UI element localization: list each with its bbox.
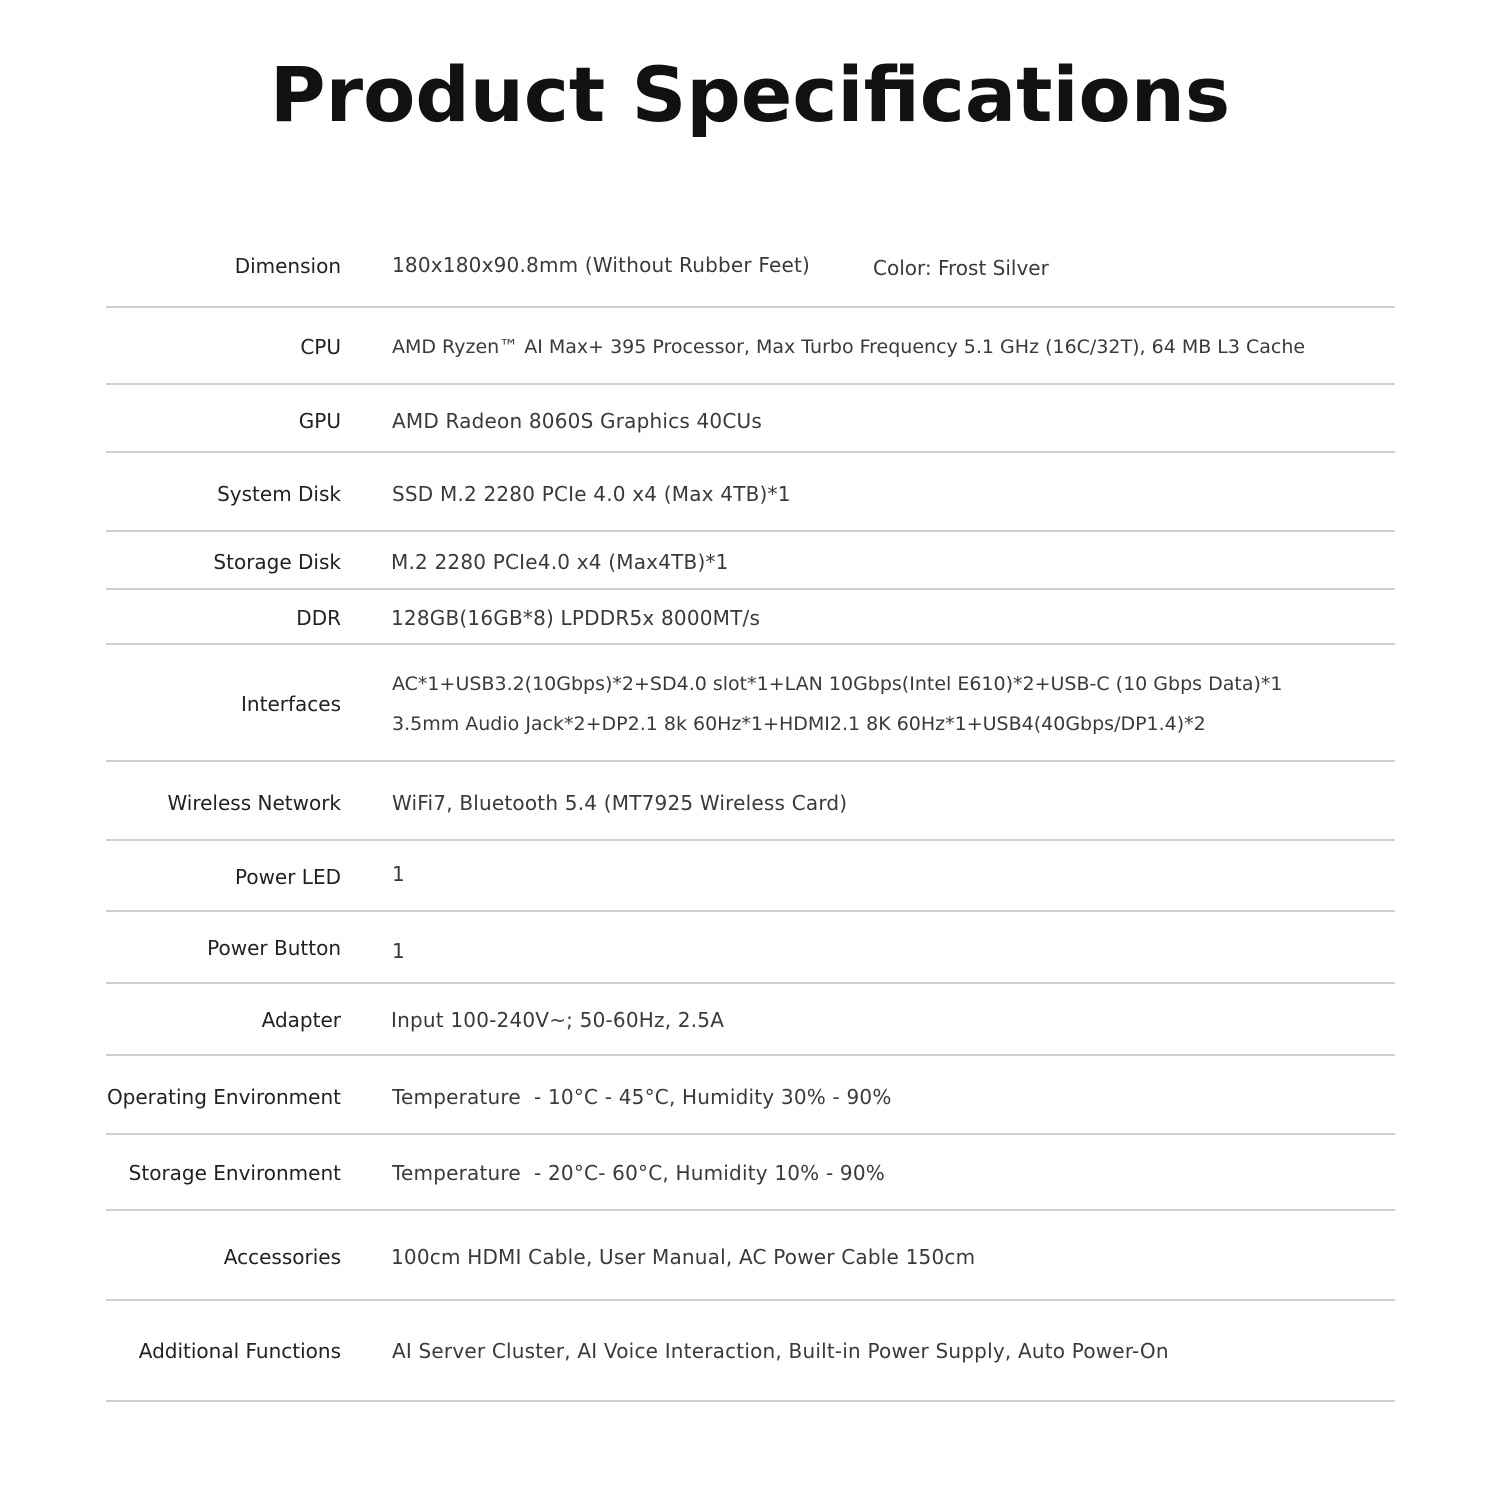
spec-label-gpu: GPU <box>298 409 341 433</box>
row-divider <box>106 982 1395 984</box>
row-divider <box>106 530 1395 532</box>
spec-value-storage-env: Temperature - 20°C- 60°C, Humidity 10% - 90% <box>392 1161 885 1185</box>
row-divider <box>106 1299 1395 1301</box>
spec-label-additional: Additional Functions <box>138 1339 341 1363</box>
row-divider <box>106 588 1395 590</box>
row-divider <box>106 1054 1395 1056</box>
spec-value-power-led: 1 <box>392 862 405 886</box>
spec-value-interfaces-line1: AC*1+USB3.2(10Gbps)*2+SD4.0 slot*1+LAN 10Gbps(Intel E610)*2+USB-C (10 Gbps Data)*1 <box>392 673 1283 695</box>
spec-label-power-led: Power LED <box>234 865 341 889</box>
spec-value-interfaces-line2: 3.5mm Audio Jack*2+DP2.1 8k 60Hz*1+HDMI2.1 8K 60Hz*1+USB4(40Gbps/DP1.4)*2 <box>392 713 1206 735</box>
spec-value-operating-env: Temperature - 10°C - 45°C, Humidity 30% - 90% <box>392 1085 892 1109</box>
spec-label-system-disk: System Disk <box>217 482 341 506</box>
spec-value-additional: AI Server Cluster, AI Voice Interaction, Built-in Power Supply, Auto Power-On <box>392 1339 1169 1363</box>
spec-label-power-button: Power Button <box>207 936 341 960</box>
spec-value-accessories: 100cm HDMI Cable, User Manual, AC Power Cable 150cm <box>391 1245 976 1269</box>
row-divider <box>106 306 1395 308</box>
row-divider <box>106 1209 1395 1211</box>
spec-value-ddr: 128GB(16GB*8) LPDDR5x 8000MT/s <box>391 606 761 630</box>
spec-value-power-button: 1 <box>392 939 405 963</box>
spec-value-gpu: AMD Radeon 8060S Graphics 40CUs <box>392 409 762 433</box>
spec-value-storage-disk: M.2 2280 PCIe4.0 x4 (Max4TB)*1 <box>391 550 729 574</box>
row-divider <box>106 910 1395 912</box>
row-divider <box>106 1133 1395 1135</box>
spec-value-cpu: AMD Ryzen™ AI Max+ 395 Processor, Max Turbo Frequency 5.1 GHz (16C/32T), 64 MB L3 Cache <box>392 336 1306 358</box>
row-divider <box>106 760 1395 762</box>
spec-label-operating-env: Operating Environment <box>106 1085 341 1109</box>
spec-value-system-disk: SSD M.2 2280 PCIe 4.0 x4 (Max 4TB)*1 <box>392 482 791 506</box>
spec-label-cpu: CPU <box>300 335 341 359</box>
spec-value-wireless: WiFi7, Bluetooth 5.4 (MT7925 Wireless Card) <box>392 791 848 815</box>
row-divider <box>106 383 1395 385</box>
spec-label-wireless: Wireless Network <box>167 791 341 815</box>
row-divider <box>106 643 1395 645</box>
spec-value-adapter: Input 100-240V~; 50-60Hz, 2.5A <box>391 1008 725 1032</box>
spec-label-ddr: DDR <box>296 606 341 630</box>
page-title: Product Specifications <box>269 50 1231 139</box>
row-divider <box>106 451 1395 453</box>
spec-value-dimension: 180x180x90.8mm (Without Rubber Feet) <box>392 253 811 277</box>
row-divider <box>106 1400 1395 1402</box>
spec-label-accessories: Accessories <box>223 1245 341 1269</box>
row-divider <box>106 839 1395 841</box>
spec-label-storage-env: Storage Environment <box>128 1161 341 1185</box>
spec-label-interfaces: Interfaces <box>241 692 341 716</box>
spec-label-adapter: Adapter <box>261 1008 341 1032</box>
spec-label-dimension: Dimension <box>234 254 341 278</box>
spec-value-color: Color: Frost Silver <box>873 256 1049 280</box>
spec-label-storage-disk: Storage Disk <box>213 550 341 574</box>
